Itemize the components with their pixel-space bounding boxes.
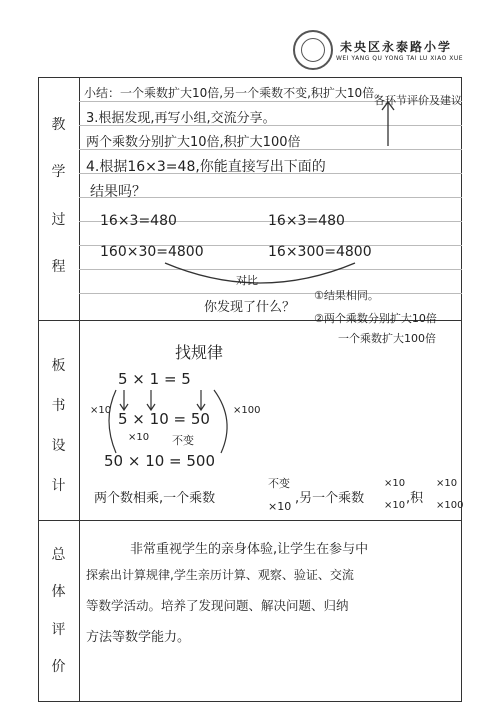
step-3-line: 3.根据发现,再写小组,交流分享。 [86, 111, 276, 126]
question-text: 你发现了什么？ [204, 300, 296, 315]
eval-line-4: 方法等数学能力。 [86, 630, 191, 645]
board-rule-c: ×10 [268, 500, 292, 513]
board-rule-b: 不变 [268, 477, 290, 490]
board-x10-mid: ×10 [128, 432, 150, 443]
column-note: 各环节评价及建议 [374, 94, 462, 107]
school-logo [293, 30, 333, 70]
board-x10-left: ×10 [90, 405, 112, 416]
board-rule-d: ,另一个乘数 [295, 491, 365, 506]
finding-2: ②两个乘数分别扩大10倍 [314, 312, 437, 325]
eval-line-3: 等数学活动。培养了发现问题、解决问题、归纳 [86, 598, 349, 613]
summary-line: 小结：一个乘数扩大10倍,另一个乘数不变,积扩大10倍。 [84, 86, 387, 100]
label-column-divider [79, 77, 80, 702]
board-arrows [96, 385, 246, 460]
board-title: 找规律 [175, 343, 224, 362]
school-name-pinyin: WEI YANG QU YONG TAI LU XIAO XUE [336, 55, 463, 62]
school-name: 未央区永泰路小学 [340, 40, 453, 54]
board-rule-h: ×10 [436, 478, 458, 489]
section-label-process: 教 学 过 程 [51, 116, 66, 276]
board-unchanged: 不变 [172, 434, 194, 447]
eval-line-2: 探索出计算规律,学生亲历计算、观察、验证、交流 [86, 568, 354, 582]
board-row-3: 50 × 10 = 500 [104, 452, 216, 470]
equation-4: 16×300=4800 [268, 244, 372, 260]
board-x100: ×100 [233, 405, 261, 416]
board-rule-a: 两个数相乘,一个乘数 [94, 491, 216, 506]
board-rule-e: ×10 [384, 478, 406, 489]
equation-2: 16×3=480 [268, 213, 345, 229]
eval-line-1: 非常重视学生的亲身体验,让学生在参与中 [130, 542, 369, 557]
step-4-cont: 结果吗？ [90, 184, 146, 200]
board-rule-f: ×10 [384, 500, 406, 511]
compare-label: 对比 [236, 274, 258, 287]
board-rule-i: ×100 [436, 500, 464, 511]
step-4-line: 4.根据16×3=48,你能直接写出下面的 [86, 159, 326, 175]
board-rule-g: ,积 [406, 491, 424, 506]
row-divider-2 [38, 520, 462, 521]
board-row-1: 5 × 1 = 5 [118, 370, 191, 388]
finding-3: 一个乘数扩大100倍 [338, 332, 436, 345]
board-row-2: 5 × 10 = 50 [118, 410, 210, 428]
equation-1: 16×3=480 [100, 213, 177, 229]
finding-1: ①结果相同。 [314, 289, 379, 302]
section-label-board: 板 书 设 计 [51, 358, 66, 494]
equation-3: 160×30=4800 [100, 244, 204, 260]
arrow-icon [378, 98, 398, 148]
rule-line: 两个乘数分别扩大10倍,积扩大100倍 [86, 135, 301, 150]
section-label-eval: 总 体 评 价 [51, 546, 66, 676]
